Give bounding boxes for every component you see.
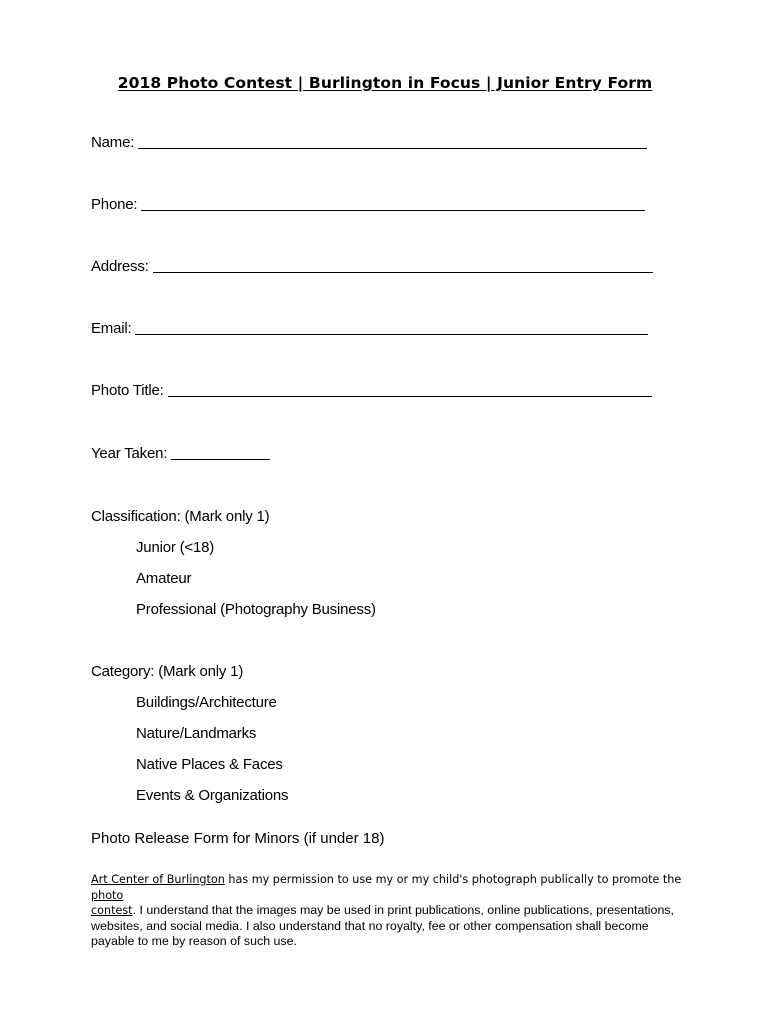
address-label: Address: — [91, 258, 149, 275]
release-text-b: . I understand that the images may be used in print publications, online publications, presentations, websites, and social media. I also understand that no royalty, fee or other compensation shall become payable to me by reason of such use. — [91, 903, 674, 949]
category-option-native-places[interactable]: Native Places & Faces — [136, 756, 283, 773]
photo-title-field[interactable] — [91, 382, 652, 399]
year-taken-label: Year Taken: — [91, 445, 168, 462]
category-option-nature[interactable]: Nature/Landmarks — [136, 725, 257, 742]
contest-link-b[interactable]: contest — [91, 904, 133, 918]
name-line[interactable] — [138, 148, 647, 149]
photo-title-line[interactable] — [168, 396, 652, 397]
org-link[interactable]: Art Center of Burlington — [91, 873, 225, 886]
category-heading: Category: (Mark only 1) — [91, 663, 244, 680]
year-taken-line[interactable] — [171, 459, 270, 460]
category-option-buildings[interactable]: Buildings/Architecture — [136, 694, 277, 711]
year-taken-field[interactable] — [91, 445, 270, 462]
release-paragraph — [91, 872, 691, 950]
contest-link-a[interactable]: photo — [91, 888, 124, 902]
name-field[interactable] — [91, 134, 647, 151]
category-option-events[interactable]: Events & Organizations — [136, 787, 289, 804]
form-title: 2018 Photo Contest | Burlington in Focus | Junior Entry Form — [117, 74, 653, 92]
classification-option-junior[interactable]: Junior (<18) — [136, 539, 215, 556]
photo-title-label: Photo Title: — [91, 382, 164, 399]
phone-field[interactable] — [91, 196, 645, 213]
classification-option-amateur[interactable]: Amateur — [136, 570, 192, 587]
address-field[interactable] — [91, 258, 653, 275]
email-field[interactable] — [91, 320, 648, 337]
release-heading: Photo Release Form for Minors (if under 18) — [91, 830, 385, 847]
phone-label: Phone: — [91, 196, 138, 213]
email-label: Email: — [91, 320, 132, 337]
classification-heading: Classification: (Mark only 1) — [91, 508, 270, 525]
address-line[interactable] — [153, 272, 653, 273]
phone-line[interactable] — [141, 210, 645, 211]
release-text-a: has my permission to use my or my child's photograph publically to promote the — [224, 873, 682, 886]
classification-option-professional[interactable]: Professional (Photography Business) — [136, 601, 376, 618]
name-label: Name: — [91, 134, 135, 151]
email-line[interactable] — [135, 334, 648, 335]
